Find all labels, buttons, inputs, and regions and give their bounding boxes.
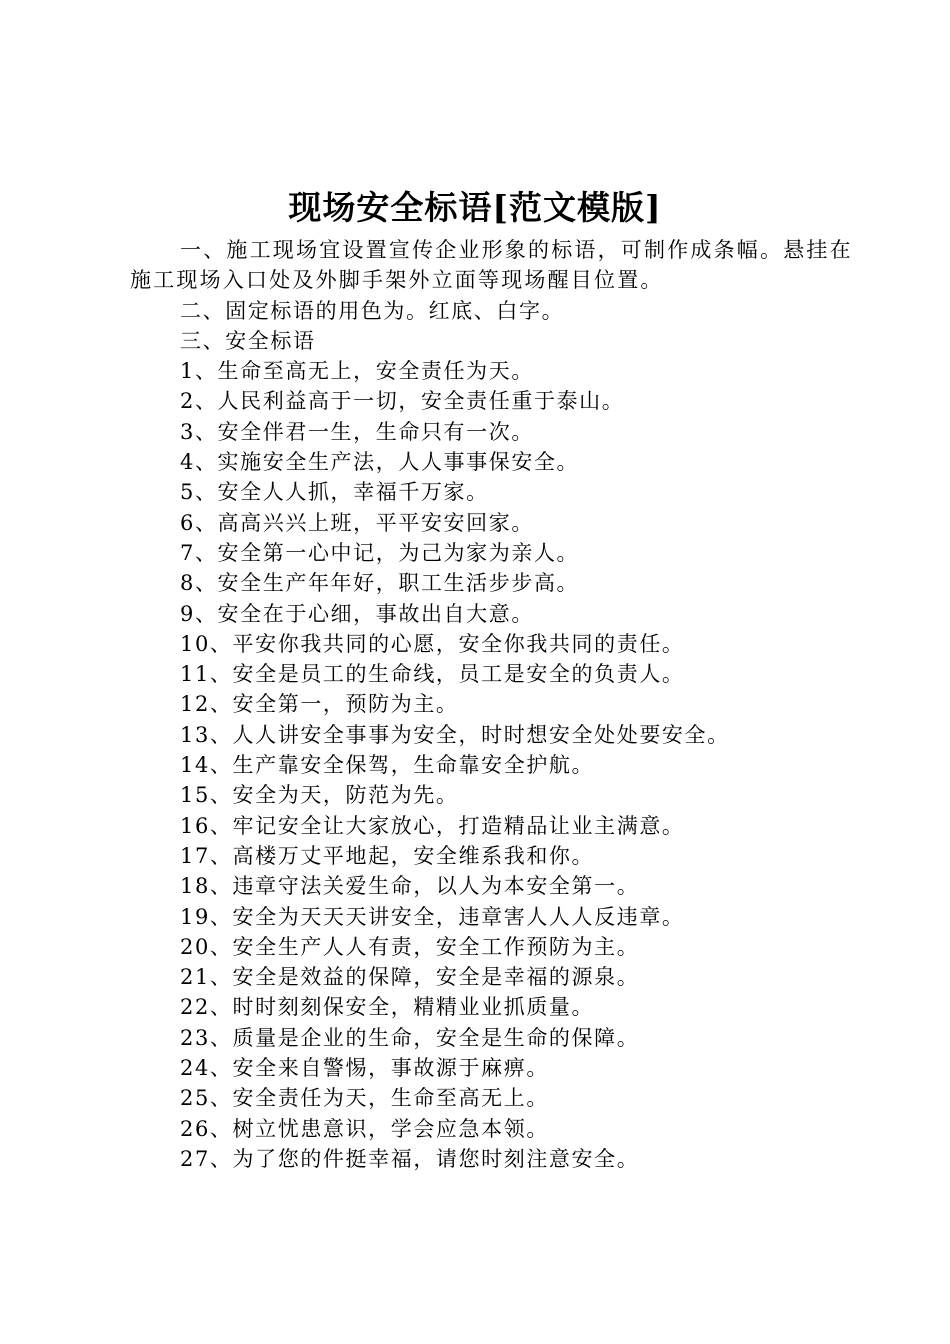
paragraph-1: 一、施工现场宜设置宣传企业形象的标语，可制作成条幅。悬挂在施工现场入口处及外脚手架外立面等现场醒目位置。 [130,238,853,293]
slogan-item: 26、树立忧患意识，学会应急本领。 [180,1116,549,1141]
slogan-item: 20、安全生产人人有责，安全工作预防为主。 [180,934,640,959]
slogan-item: 16、牢记安全让大家放心，打造精品让业主满意。 [180,813,685,838]
slogan-item: 1、生命至高无上，安全责任为天。 [180,359,534,384]
slogan-item: 6、高高兴兴上班，平平安安回家。 [180,510,534,535]
slogan-item: 4、实施安全生产法，人人事事保安全。 [180,450,580,475]
slogan-item: 14、生产靠安全保驾，生命靠安全护航。 [180,753,595,778]
slogan-item: 8、安全生产年年好，职工生活步步高。 [180,571,580,596]
slogan-item: 13、人人讲安全事事为安全，时时想安全处处要安全。 [180,722,730,747]
slogan-item: 15、安全为天，防范为先。 [180,783,459,808]
slogan-item: 23、质量是企业的生命，安全是生命的保障。 [180,1025,640,1050]
slogan-item: 21、安全是效益的保障，安全是幸福的源泉。 [180,965,640,990]
paragraph-3: 三、安全标语 [180,328,316,353]
slogan-item: 22、时时刻刻保安全，精精业业抓质量。 [180,995,595,1020]
slogan-item: 24、安全来自警惕，事故源于麻痹。 [180,1056,549,1081]
slogan-item: 18、违章守法关爱生命，以人为本安全第一。 [180,874,640,899]
slogan-item: 27、为了您的件挺幸福，请您时刻注意安全。 [180,1146,640,1171]
slogan-item: 3、安全伴君一生，生命只有一次。 [180,419,534,444]
slogan-item: 2、人民利益高于一切，安全责任重于泰山。 [180,389,625,414]
slogan-item: 19、安全为天天天讲安全，违章害人人人反违章。 [180,904,685,929]
slogan-item: 7、安全第一心中记，为己为家为亲人。 [180,540,580,565]
document-body [130,235,860,1174]
slogan-item: 9、安全在于心细，事故出自大意。 [180,601,534,626]
slogan-item: 25、安全责任为天，生命至高无上。 [180,1086,549,1111]
document-title: 现场安全标语[范文模版] [288,188,662,227]
slogan-item: 10、平安你我共同的心愿，安全你我共同的责任。 [180,631,685,656]
slogan-item: 12、安全第一，预防为主。 [180,692,459,717]
slogan-item: 11、安全是员工的生命线，员工是安全的负责人。 [180,662,685,687]
slogan-item: 5、安全人人抓，幸福千万家。 [180,480,489,505]
slogan-item: 17、高楼万丈平地起，安全维系我和你。 [180,843,595,868]
paragraph-2: 二、固定标语的用色为。红底、白字。 [180,298,565,323]
